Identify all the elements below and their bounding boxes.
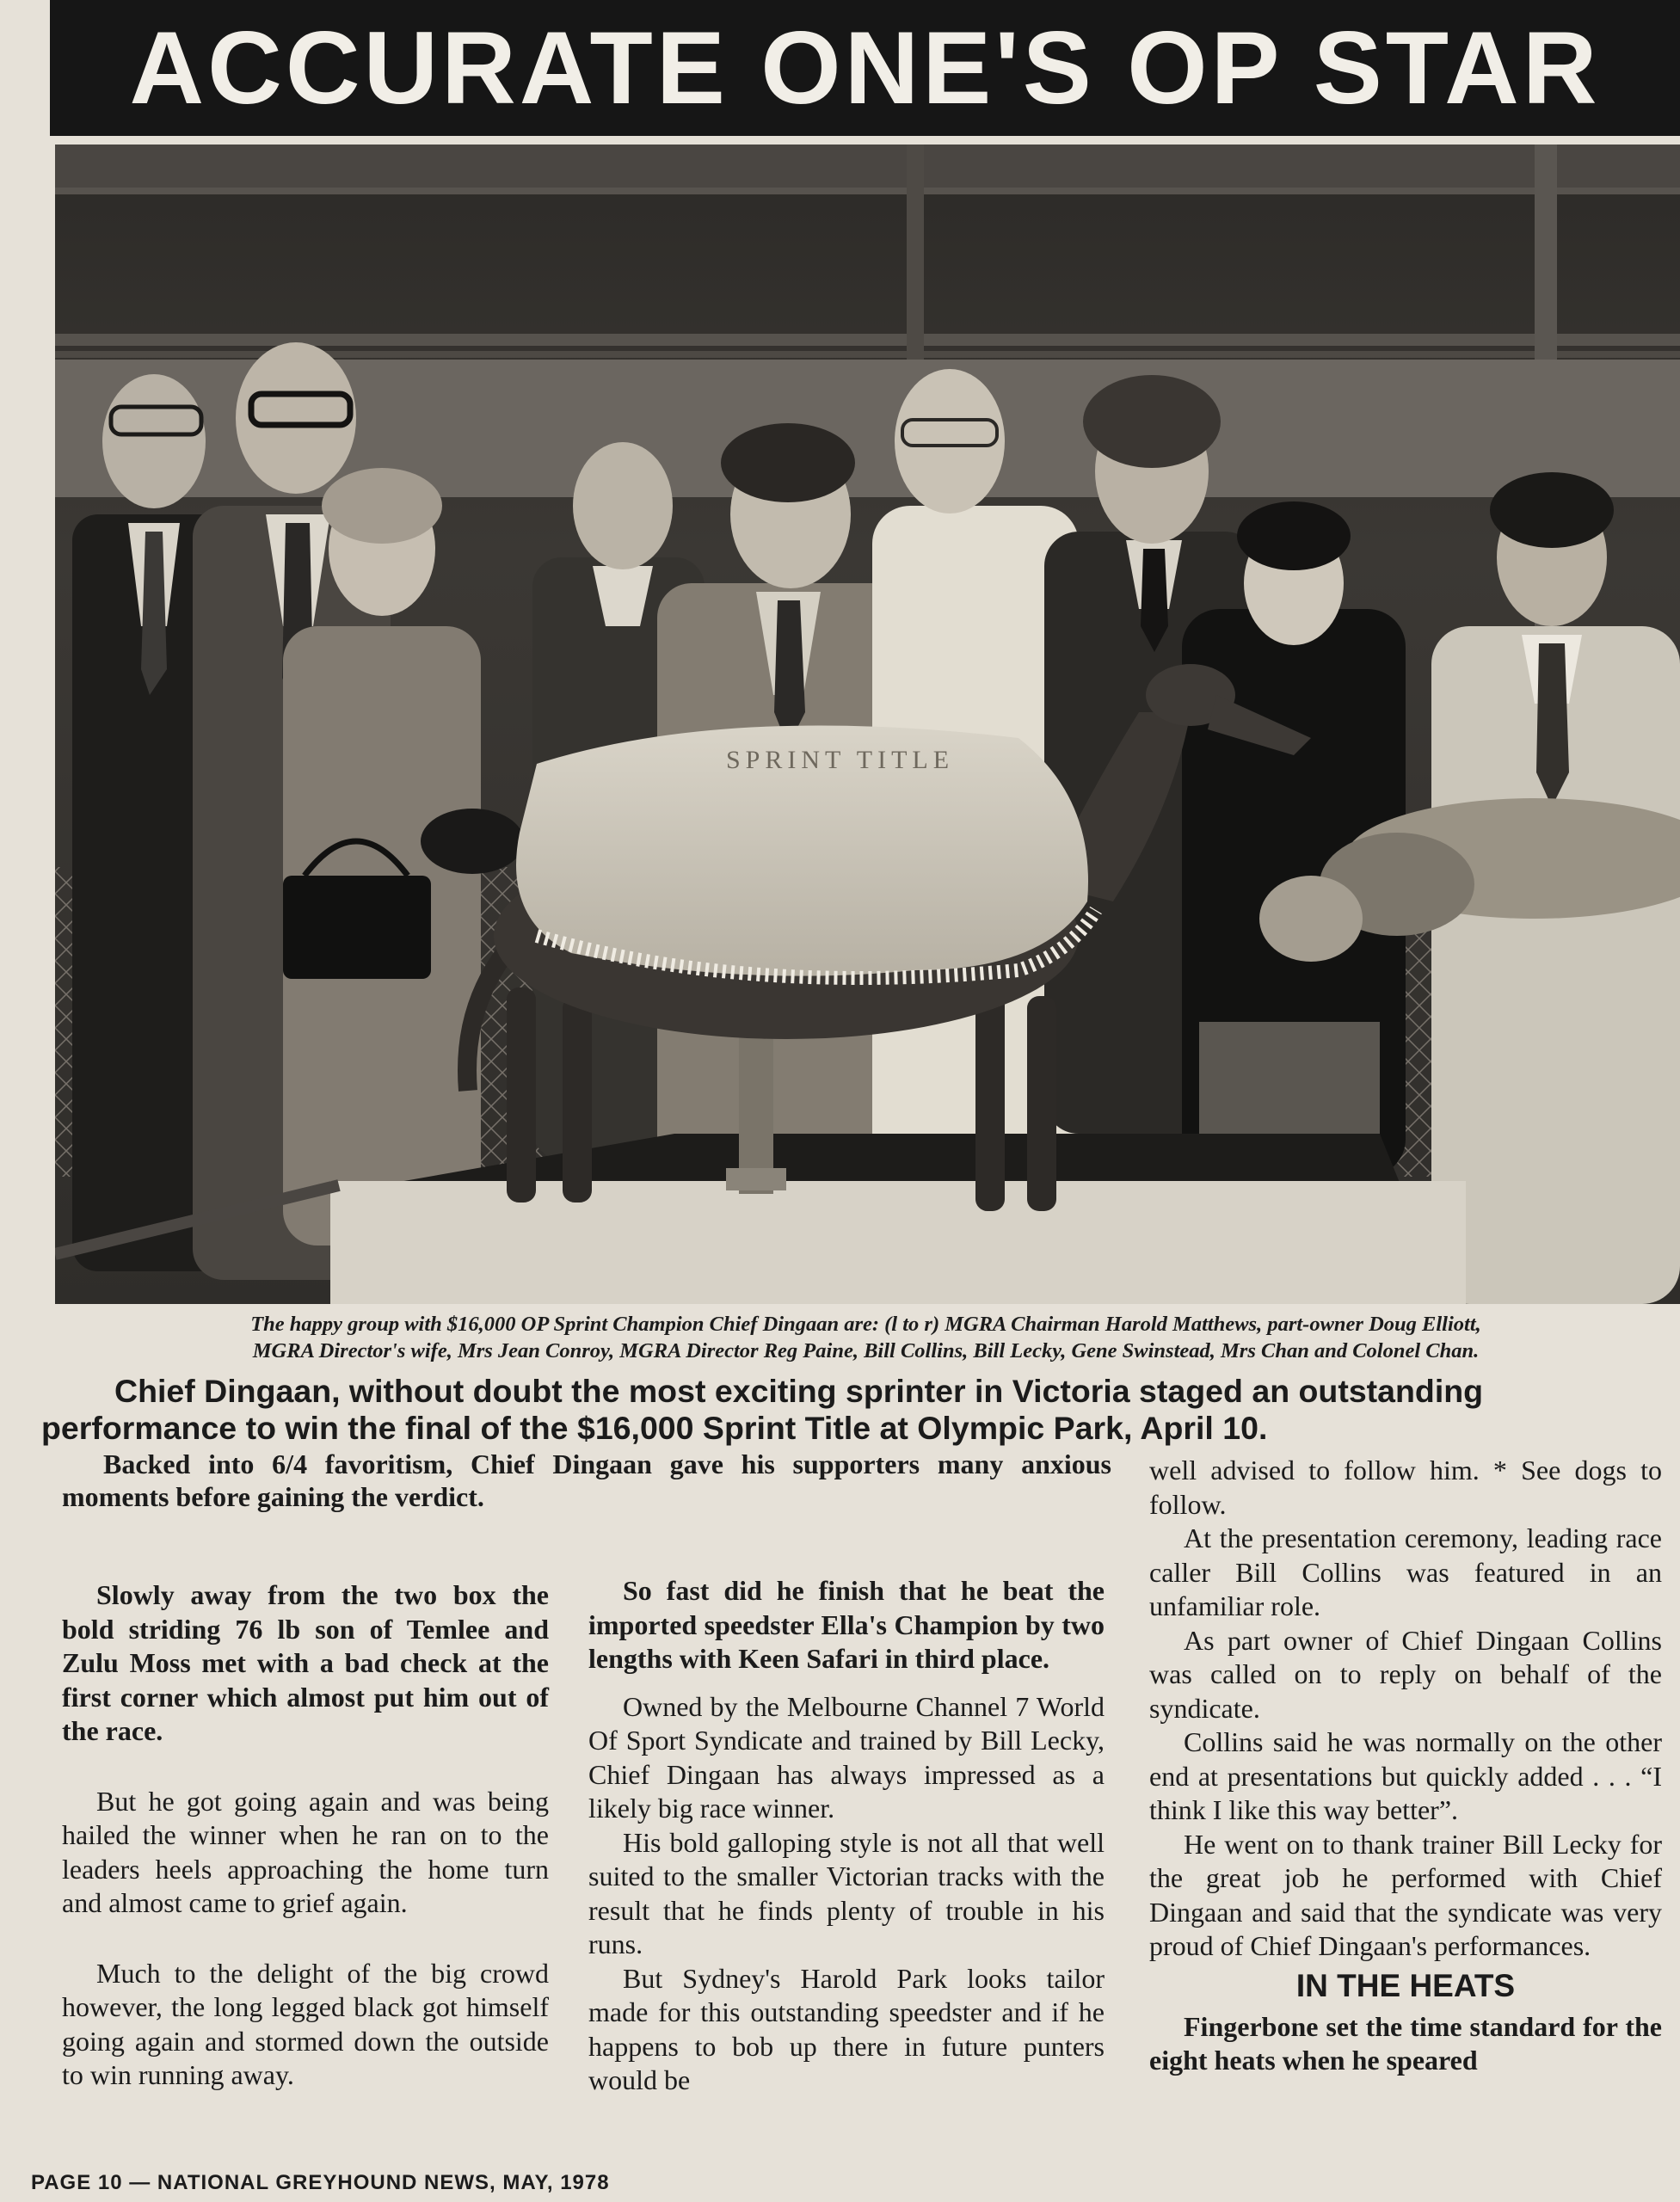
- column2-paragraph: His bold galloping style is not all that well suited to the smaller Victorian tracks with the result that he finds plenty of trouble in his runs.: [588, 1826, 1105, 1959]
- blanket-text: SPRINT TITLE: [726, 746, 955, 774]
- lead-paragraph: [62, 1448, 1111, 1513]
- headline: ACCURATE ONE'S OP STAR: [129, 10, 1601, 126]
- lead-text: Backed into 6/4 favoritism, Chief Dingaan gave his supporters many anxious moments before gaining the verdict.: [62, 1449, 1111, 1512]
- column2-paragraph: But Sydney's Harold Park looks tailor made for this outstanding speedster and if he happens to bob up there in future punters would be: [588, 1962, 1105, 2095]
- column3-paragraph: As part owner of Chief Dingaan Collins was called on to reply on behalf of the syndicate.: [1149, 1624, 1662, 1724]
- standfirst: [41, 1373, 1680, 1447]
- column1-paragraph: Much to the delight of the big crowd however, the long legged black got himself going again and stormed down the outside to win running away.: [62, 1957, 549, 2090]
- standfirst-line-1: Chief Dingaan, without doubt the most exciting sprinter in Victoria staged an outstanding: [114, 1373, 1484, 1409]
- photo-caption: [52, 1311, 1680, 1364]
- column3-paragraph: well advised to follow him. * See dogs to follow.: [1149, 1455, 1662, 1520]
- column3-paragraph: He went on to thank trainer Bill Lecky for the great job he performed with Chief Dingaan and said that the syndicate was very proud of Chief Dingaan's performances.: [1149, 1828, 1662, 1961]
- column3-paragraph: Collins said he was normally on the other end at presentations but quickly added . . . “I think I like this way better”.: [1149, 1726, 1662, 1825]
- caption-line-2: MGRA Director's wife, Mrs Jean Conroy, MGRA Director Reg Paine, Bill Collins, Bill Lecky, Gene Swinstead, Mrs Chan and Colonel Chan.: [252, 1339, 1480, 1362]
- article-column-3: [1149, 1454, 1662, 2078]
- column3-paragraph: Fingerbone set the time standard for the eight heats when he speared: [1149, 2010, 1662, 2076]
- column1-paragraph: But he got going again and was being hailed the winner when he ran on to the leaders heels approaching the home turn and almost came to grief again.: [62, 1785, 549, 1918]
- presentation-photo: [55, 145, 1680, 1304]
- standfirst-line-2: performance to win the final of the $16,000 Sprint Title at Olympic Park, April 10.: [41, 1410, 1268, 1446]
- caption-line-1: The happy group with $16,000 OP Sprint Champion Chief Dingaan are: (l to r) MGRA Chairman Harold Matthews, part-owner Doug Elliott,: [250, 1313, 1481, 1336]
- column2-paragraph: Owned by the Melbourne Channel 7 World Of Sport Syndicate and trained by Bill Lecky, Chief Dingaan has always impressed as a likely big race winner.: [588, 1690, 1105, 1824]
- page-footer: PAGE 10 — NATIONAL GREYHOUND NEWS, MAY, 1978: [31, 2171, 610, 2194]
- column1-paragraph: Slowly away from the two box the bold striding 76 lb son of Temlee and Zulu Moss met with a bad check at the first corner which almost put him out of the race.: [62, 1579, 549, 1746]
- subhead-in-the-heats: IN THE HEATS: [1295, 1967, 1516, 2003]
- column3-paragraph: At the presentation ceremony, leading race caller Bill Collins was featured in an unfamiliar role.: [1149, 1522, 1662, 1621]
- column2-paragraph: So fast did he finish that he beat the imported speedster Ella's Champion by two lengths with Keen Safari in third place.: [588, 1575, 1105, 1674]
- article-column-1: [62, 1578, 549, 2093]
- article-column-2: [588, 1574, 1105, 2098]
